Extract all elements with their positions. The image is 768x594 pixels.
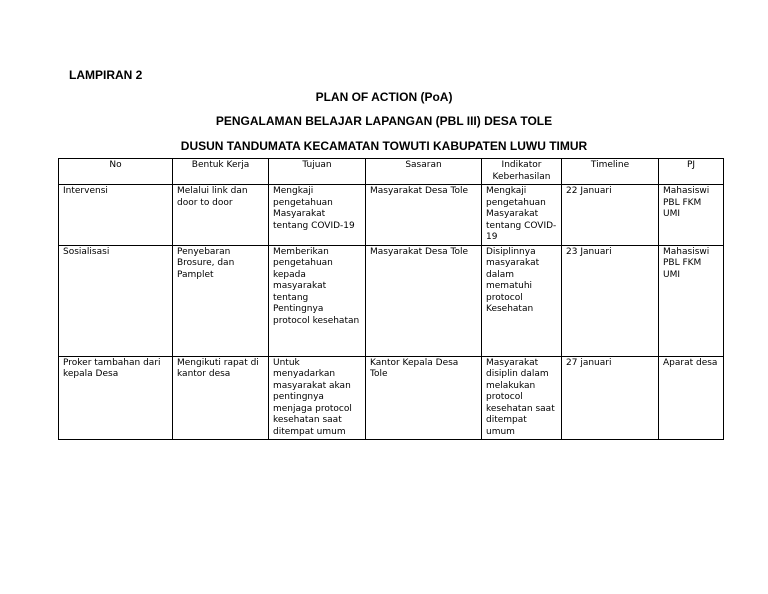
cell-no: Sosialisasi — [59, 245, 173, 356]
table-row — [59, 185, 724, 246]
cell-indikator: Disiplinnya masyarakat dalam mematuhi protocol Kesehatan — [482, 245, 562, 356]
header-indikator-keberhasilan: Indikator Keberhasilan — [482, 159, 562, 185]
document-location: DUSUN TANDUMATA KECAMATAN TOWUTI KABUPATEN LUWU TIMUR — [180, 139, 588, 153]
document-title: PLAN OF ACTION (PoA) — [315, 90, 453, 104]
cell-timeline: 22 Januari — [562, 185, 659, 246]
header-pj: PJ — [659, 159, 724, 185]
cell-bentuk-kerja: Melalui link dan door to door — [173, 185, 269, 246]
cell-timeline: 23 Januari — [562, 245, 659, 356]
plan-of-action-table — [58, 158, 724, 440]
cell-tujuan: Mengkaji pengetahuan Masyarakat tentang COVID-19 — [269, 185, 366, 246]
header-bentuk-kerja: Bentuk Kerja — [173, 159, 269, 185]
header-no: No — [59, 159, 173, 185]
table-row — [59, 356, 724, 440]
table-row — [59, 245, 724, 356]
cell-sasaran: Masyarakat Desa Tole — [366, 245, 482, 356]
header-timeline: Timeline — [562, 159, 659, 185]
cell-indikator: Mengkaji pengetahuan Masyarakat tentang COVID-19 — [482, 185, 562, 246]
appendix-label: LAMPIRAN 2 — [69, 68, 143, 82]
cell-sasaran: Kantor Kepala Desa Tole — [366, 356, 482, 440]
cell-timeline: 27 januari — [562, 356, 659, 440]
cell-tujuan: Memberikan pengetahuan kepada masyarakat tentang Pentingnya protocol kesehatan — [269, 245, 366, 356]
table-header-row — [59, 159, 724, 185]
cell-sasaran: Masyarakat Desa Tole — [366, 185, 482, 246]
cell-bentuk-kerja: Penyebaran Brosure, dan Pamplet — [173, 245, 269, 356]
cell-no: Intervensi — [59, 185, 173, 246]
cell-indikator: Masyarakat disiplin dalam melakukan protocol kesehatan saat ditempat umum — [482, 356, 562, 440]
cell-pj: Mahasiswi PBL FKM UMI — [659, 245, 724, 356]
cell-bentuk-kerja: Mengikuti rapat di kantor desa — [173, 356, 269, 440]
cell-tujuan: Untuk menyadarkan masyarakat akan pentingnya menjaga protocol kesehatan saat ditempat umum — [269, 356, 366, 440]
header-sasaran: Sasaran — [366, 159, 482, 185]
cell-pj: Mahasiswi PBL FKM UMI — [659, 185, 724, 246]
cell-pj: Aparat desa — [659, 356, 724, 440]
header-tujuan: Tujuan — [269, 159, 366, 185]
document-subtitle: PENGALAMAN BELAJAR LAPANGAN (PBL III) DESA TOLE — [215, 114, 553, 128]
cell-no: Proker tambahan dari kepala Desa — [59, 356, 173, 440]
